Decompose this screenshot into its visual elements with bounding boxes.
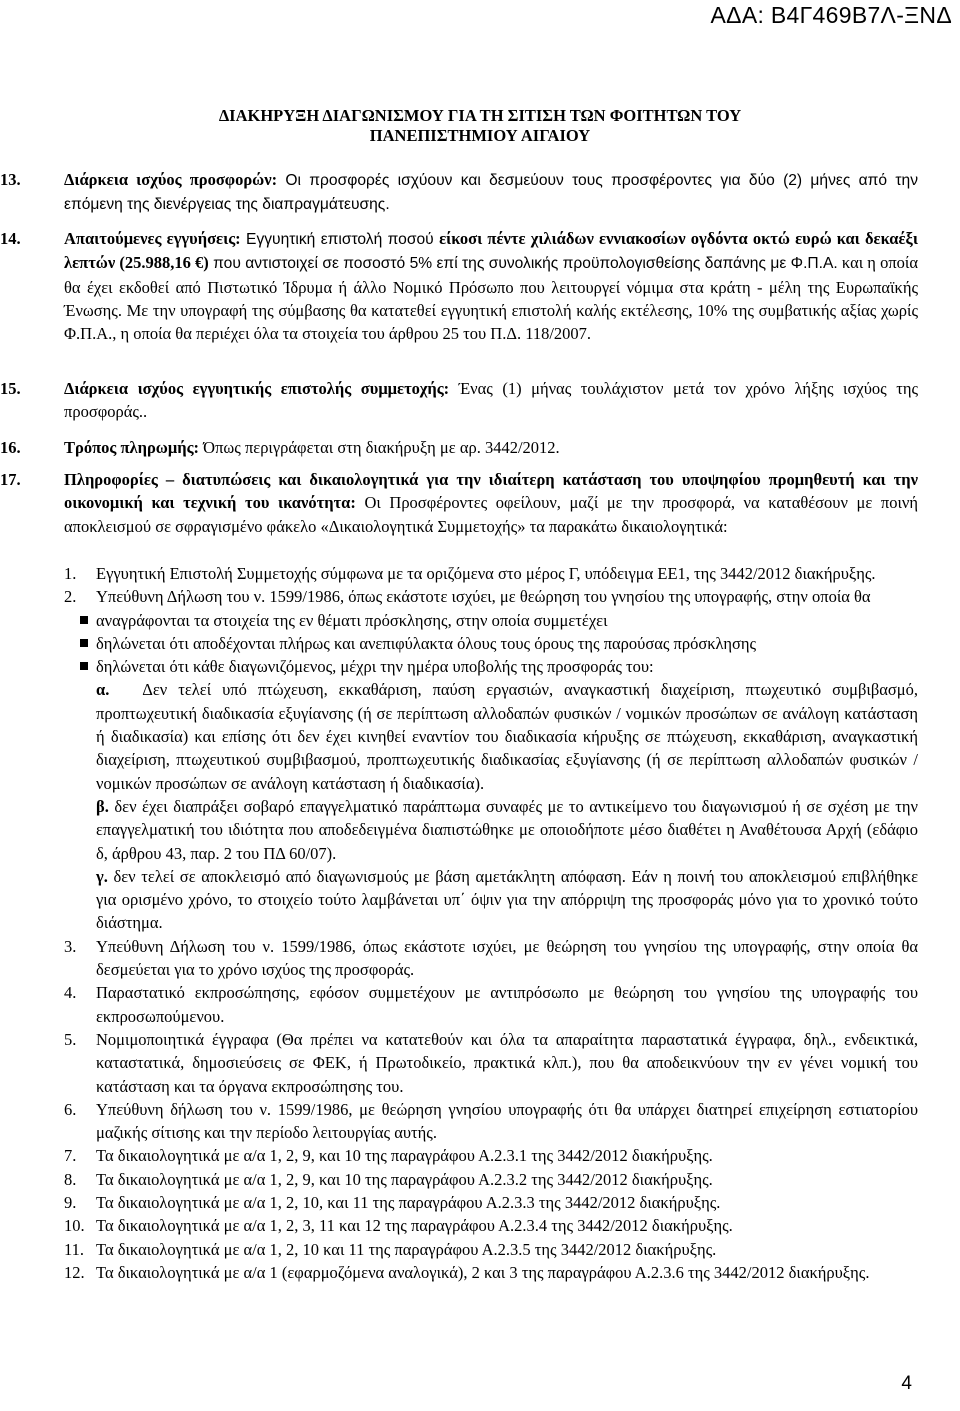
section-number: 15. [0, 379, 21, 398]
list-item: 5. Νομιμοποιητικά έγγραφα (Θα πρέπει να κατατεθούν και όλα τα απαραίτητα παραστατικά έγγραφα, δηλ., ενδεικτικά, καταστατικά, δημοσιεύσεις σε ΦΕΚ, ή Πρωτοδικείο, πρακτικά κλπ.), που θα αποδεικνύουν την εν γένει νομική του κατάσταση και τα όργανα εκπροσώπησης του. [64, 1029, 918, 1096]
section-text: και η οποία θα έχει εκδοθεί από Πιστωτικό Ίδρυμα ή άλλο Νομικό Πρόσωπο που λειτουργεί νόμιμα στα κράτη - μέλη της Ευρωπαϊκής Ένωσης. Με την υπογραφή της σύμβασης θα κατατεθεί εγγυητική επιστολή καλής εκτέλεσης, 10% της συμβατικής αξίας χωρίς Φ.Π.Α., η οποία θα περιέχει όλα τα στοιχεία του άρθρου 25 του Π.Δ. 118/2007. [64, 253, 918, 344]
section-number: 14. [0, 229, 21, 248]
section-number: 17. [0, 470, 21, 489]
list-item: 3. Υπεύθυνη Δήλωση του ν. 1599/1986, όπως εκάστοτε ισχύει, με θεώρηση του γνησίου της υπογραφής, στην οποία θα δεσμεύεται για το χρόνο ισχύος της προσφοράς. [64, 936, 918, 980]
bullet-item: αναγράφονται τα στοιχεία της εν θέματι πρόσκλησης, στην οποία συμμετέχει [64, 609, 918, 632]
list-item: 10. Τα δικαιολογητικά με α/α 1, 2, 3, 11 και 12 της παραγράφου Α.2.3.4 της 3442/2012 διακήρυξης. [64, 1216, 733, 1236]
bullet-item: δηλώνεται ότι αποδέχονται πλήρως και ανεπιφύλακτα όλους τους όρους της παρούσας πρόσκλησης [64, 632, 918, 655]
guarantee-amount: είκοσι πέντε χιλιάδων εννιακοσίων ογδόντα οκτώ ευρώ και δεκαέξι λεπτών (25.988,16 €) [64, 229, 918, 273]
list-item: 8. Τα δικαιολογητικά με α/α 1, 2, 9, και 10 της παραγράφου Α.2.3.2 της 3442/2012 διακήρυξης. [64, 1169, 713, 1189]
sub-item: β. δεν έχει διαπράξει σοβαρό επαγγελματικό παράπτωμα συναφές με το αντικείμενο του διαγωνισμού ή σε σχέση με την επαγγελματική του ιδιότητα που αποδεδειγμένα διαπιστώθηκε με οποιοδήποτε μέσο διαθέτει η Αναθέτουσα Αρχή (εδάφιο δ, άρθρου 43, παρ. 2 του ΠΔ 60/07). [96, 796, 918, 863]
section-heading: Διάρκεια ισχύος εγγυητικής επιστολής συμμετοχής: [64, 379, 450, 398]
section-number: 16. [0, 438, 21, 457]
section-text: Εγγυητική επιστολή ποσού [240, 231, 440, 248]
list-item: 1. Εγγυητική Επιστολή Συμμετοχής σύμφωνα με τα οριζόμενα στο μέρος Γ, υπόδειγμα ΕΕ1, της 3442/2012 διακήρυξης. [64, 564, 876, 583]
sub-item: γ. δεν τελεί σε αποκλεισμό από διαγωνισμούς με βάση αμετάκλητη απόφαση. Εάν η ποινή του αποκλεισμού επιβλήθηκε για ορισμένο χρόνο, το στοιχείο τούτο λαμβάνεται υπ΄ όψιν για την απόρριψη της προσφοράς μόνο για το χρονικό τούτο διάστημα. [96, 866, 918, 933]
section-heading: Διάρκεια ισχύος προσφορών: [64, 170, 278, 189]
sub-item: α. Δεν τελεί υπό πτώχευση, εκκαθάριση, παύση εργασιών, αναγκαστική διαχείριση, πτωχευτικό συμβιβασμό, προπτωχευτική διαδικασία εξυγίανσης (ή σε περίπτωση αλλοδαπών φυσικών / νομικών προσώπων σε ανάλογη κατάσταση ή διαδικασία) και επίσης ότι δεν έχει κινηθεί εναντίον του διαδικασία κήρυξης σε πτώχευση, εκκαθάριση, αναγκαστική διαχείριση, πτωχευτικού συμβιβασμού, προπτωχευτικής διαδικασίας εξυγίανσης (ή σε περίπτωση αλλοδαπών φυσικών / νομικών προσώπων σε ανάλογη κατάσταση ή διαδικασία). [96, 680, 919, 793]
list-item: 2. Υπεύθυνη Δήλωση του ν. 1599/1986, όπως εκάστοτε ισχύει, με θεώρηση του γνησίου της υπογραφής, στην οποία θα [64, 587, 871, 607]
square-bullet-icon [80, 662, 88, 670]
section-text: Οι Προσφέροντες οφείλουν, μαζί με την προσφορά, να καταθέσουν με ποινή αποκλεισμού σε σφραγισμένο φάκελο «Δικαιολογητικά Συμμετοχής» τα παρακάτω δικαιολογητικά: [64, 493, 918, 536]
bullet-item: δηλώνεται ότι κάθε διαγωνιζόμενος, μέχρι την ημέρα υποβολής της προσφοράς του: [64, 655, 918, 678]
section-15 [0, 377, 918, 424]
section-text: Όπως περιγράφεται στη διακήρυξη με αρ. 3442/2012. [199, 438, 560, 457]
title-line-2: ΠΑΝΕΠΙΣΤΗΜΙΟΥ ΑΙΓΑΙΟΥ [369, 126, 591, 145]
square-bullet-icon [80, 639, 88, 647]
square-bullet-icon [80, 616, 88, 624]
section-16 [0, 436, 918, 459]
section-14 [0, 227, 918, 345]
list-item: 6. Υπεύθυνη δήλωση του ν. 1599/1986, με θεώρηση γνησίου υπογραφής ότι θα υπάρχει διατηρεί επιχείρηση εστιατορίου μαζικής σίτισης και την περίοδο λειτουργίας αυτής. [64, 1099, 918, 1143]
section-heading: Τρόπος πληρωμής: [64, 438, 200, 457]
section-text: Οι προσφορές ισχύουν και δεσμεύουν τους προσφέροντες για δύο (2) μήνες από την επόμενη της διενέργειας της διαπραγμάτευσης. [64, 172, 919, 214]
section-heading: Πληροφορίες – διατυπώσεις και δικαιολογητικά για την ιδιαίτερη κατάσταση του υποψηφίου προμηθευτή και την οικονομική και τεχνική του ικανότητα: [64, 470, 918, 513]
document-list [64, 562, 918, 1284]
section-heading: Απαιτούμενες εγγυήσεις: [64, 229, 241, 248]
section-text: που αντιστοιχεί σε ποσοστό 5% επί της συνολικής προϋπολογισθείσης δαπάνης με Φ.Π.Α. [208, 255, 838, 273]
section-number: 13. [0, 170, 21, 189]
list-item: 12. Τα δικαιολογητικά με α/α 1 (εφαρμοζόμενα αναλογικά), 2 και 3 της παραγράφου Α.2.3.6 της 3442/2012 διακήρυξης. [64, 1262, 870, 1282]
title-line-1: ΔΙΑΚΗΡΥΞΗ ΔΙΑΓΩΝΙΣΜΟΥ ΓΙΑ ΤΗ ΣΙΤΙΣΗ ΤΩΝ ΦΟΙΤΗΤΩΝ ΤΟΥ [218, 106, 742, 125]
list-item: 7. Τα δικαιολογητικά με α/α 1, 2, 9, και 10 της παραγράφου Α.2.3.1 της 3442/2012 διακήρυξης. [64, 1146, 713, 1166]
list-item: 11. Τα δικαιολογητικά με α/α 1, 2, 10 και 11 της παραγράφου Α.2.3.5 της 3442/2012 διακήρυξης. [64, 1239, 717, 1259]
page-number: 4 [901, 1373, 912, 1394]
page-title [0, 106, 960, 146]
section-text: Ένας (1) μήνας τουλάχιστον μετά τον χρόνο λήξης ισχύος της προσφοράς.. [64, 379, 918, 422]
ada-code: ΑΔΑ: Β4Γ469Β7Λ-ΞΝΔ [710, 2, 952, 28]
list-item: 9. Τα δικαιολογητικά με α/α 1, 2, 10, και 11 της παραγράφου Α.2.3.3 της 3442/2012 διακήρυξης. [64, 1193, 721, 1213]
section-13 [0, 168, 919, 217]
list-item: 4. Παραστατικό εκπροσώπησης, εφόσον συμμετέχουν με αντιπρόσωπο με θεώρηση του γνησίου της υπογραφής του εκπροσωπούμενου. [64, 983, 918, 1026]
section-17 [0, 468, 918, 538]
